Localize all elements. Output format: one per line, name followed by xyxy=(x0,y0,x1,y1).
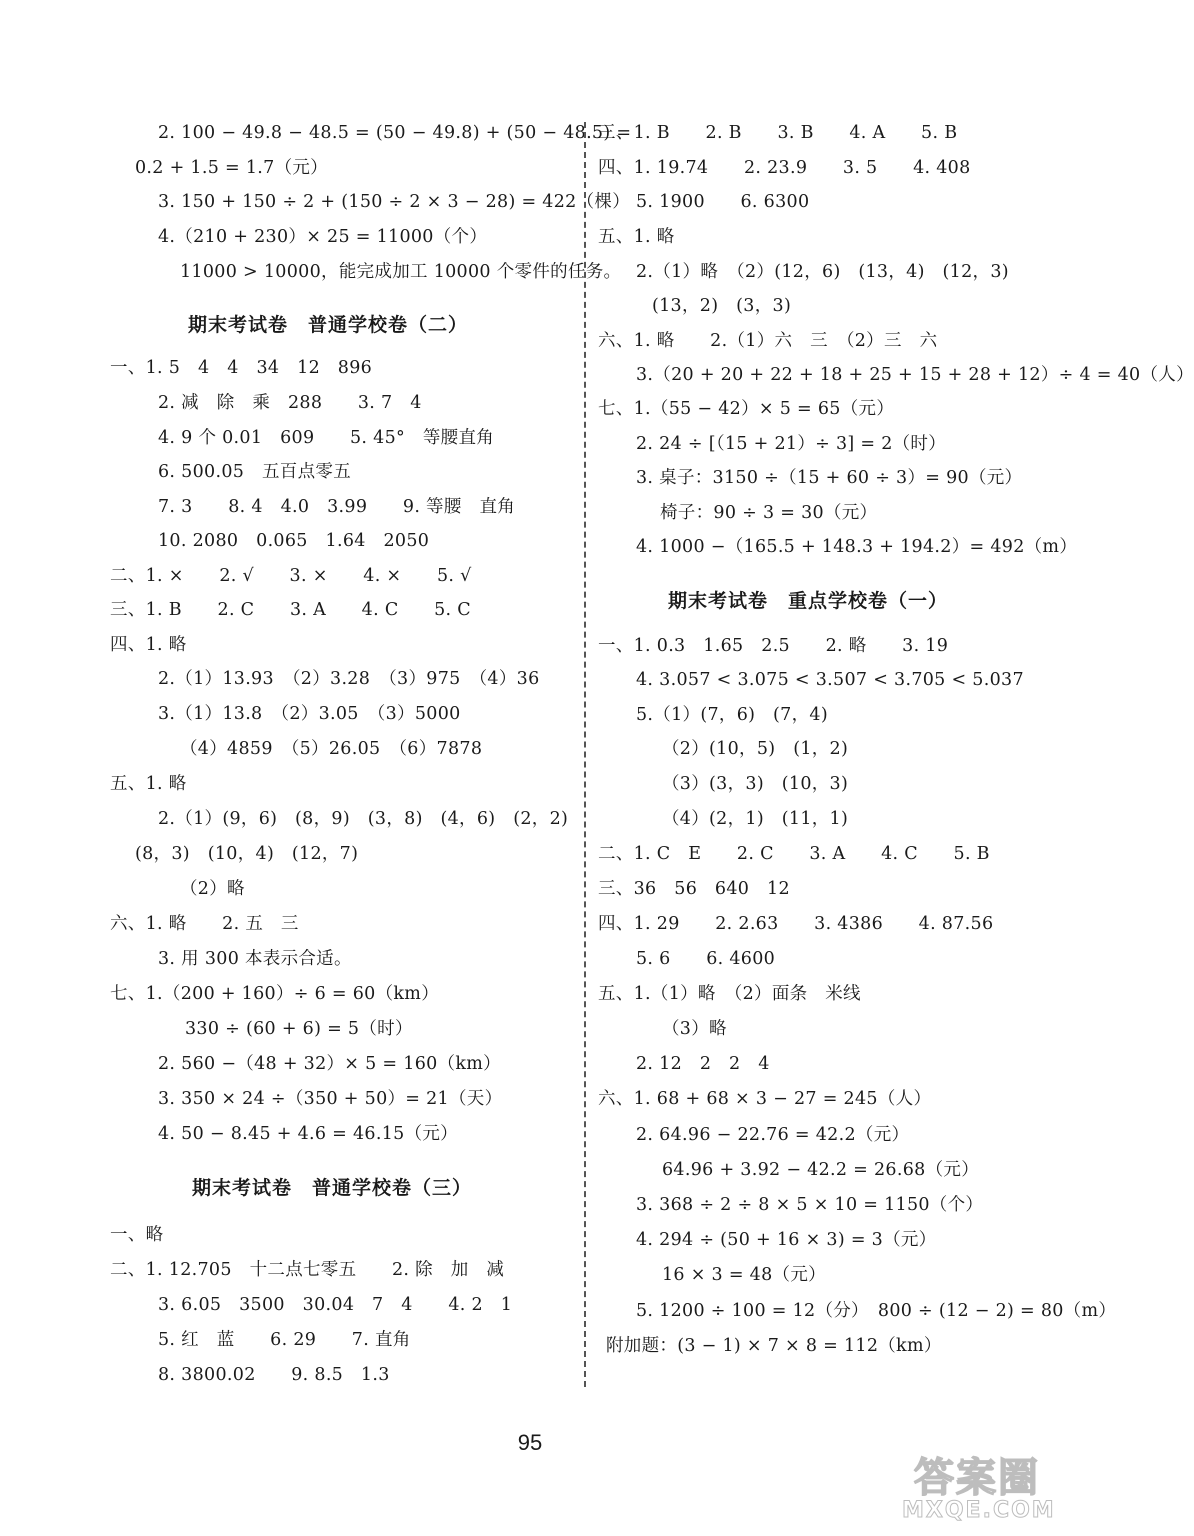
answer-line: 2.（1）(9，6) (8，9) (3，8) (4，6) (2，2) xyxy=(158,809,569,829)
answer-line: 5. 1200 ÷ 100 = 12（分） 800 ÷ (12 − 2) = 80（m） xyxy=(636,1301,1117,1321)
section-heading: 期末考试卷 普通学校卷（二） xyxy=(188,314,469,336)
answer-line: (13，2) (3，3) xyxy=(652,296,792,316)
answer-line: 2. 24 ÷ [（15 + 21）÷ 3] = 2（时） xyxy=(636,434,947,454)
answer-line: 3. 350 × 24 ÷（350 + 50）= 21（天） xyxy=(158,1089,503,1109)
answer-line: 四、1. 略 xyxy=(110,635,187,655)
column-divider xyxy=(584,122,586,1387)
answer-line: 5. 6 6. 4600 xyxy=(636,949,776,969)
answer-line: 五、1. 略 xyxy=(598,227,675,247)
watermark-title: 答案圈 xyxy=(914,1455,1040,1501)
answer-line: （4）(2，1) (11，1) xyxy=(662,809,849,829)
answer-line: 64.96 + 3.92 − 42.2 = 26.68（元） xyxy=(662,1160,979,1180)
answer-line: （2）(10，5) (1，2) xyxy=(662,739,849,759)
answer-line: 5. 红 蓝 6. 29 7. 直角 xyxy=(158,1330,411,1350)
answer-line: 4. 1000 −（165.5 + 148.3 + 194.2）= 492（m） xyxy=(636,537,1078,557)
answer-line: 六、1. 68 + 68 × 3 − 27 = 245（人） xyxy=(598,1089,932,1109)
answer-line: 2.（1）略 （2）(12，6) (13，4) (12，3) xyxy=(636,262,1009,282)
answer-line: 3. 368 ÷ 2 ÷ 8 × 5 × 10 = 1150（个） xyxy=(636,1195,984,1215)
answer-line: 4. 294 ÷ (50 + 16 × 3) = 3（元） xyxy=(636,1230,937,1250)
answer-line: （4）4859 （5）26.05 （6）7878 xyxy=(180,739,483,759)
answer-line: 椅子：90 ÷ 3 = 30（元） xyxy=(660,503,878,523)
section-heading: 期末考试卷 普通学校卷（三） xyxy=(192,1177,473,1199)
answer-line: 二、1. × 2. √ 3. × 4. × 5. √ xyxy=(110,566,472,586)
answer-line: 2. 12 2 2 4 xyxy=(636,1054,770,1074)
answer-line: 0.2 + 1.5 = 1.7（元） xyxy=(135,158,328,178)
answer-line: （3）(3，3) (10，3) xyxy=(662,774,849,794)
answer-line: （2）略 xyxy=(180,879,245,899)
section-heading: 期末考试卷 重点学校卷（一） xyxy=(668,590,949,612)
answer-line: 2. 100 − 49.8 − 48.5 = (50 − 49.8) + (50 − 48.5) = xyxy=(158,123,632,143)
answer-line: 4.（210 + 230）× 25 = 11000（个） xyxy=(158,227,488,247)
answer-line: 三、36 56 640 12 xyxy=(598,879,790,899)
answer-line: 3. 150 + 150 ÷ 2 + (150 ÷ 2 × 3 − 28) = 422（棵） xyxy=(158,192,631,212)
answer-line: 6. 500.05 五百点零五 xyxy=(158,462,351,482)
answer-line: 四、1. 19.74 2. 23.9 3. 5 4. 408 xyxy=(598,158,971,178)
answer-line: 3. 桌子：3150 ÷（15 + 60 ÷ 3）= 90（元） xyxy=(636,468,1023,488)
answer-line: 3.（1）13.8 （2）3.05 （3）5000 xyxy=(158,704,461,724)
answer-line: 六、1. 略 2.（1）六 三 （2）三 六 xyxy=(598,331,938,351)
answer-line: 10. 2080 0.065 1.64 2050 xyxy=(158,531,430,551)
answer-line: 5. 1900 6. 6300 xyxy=(636,192,810,212)
answer-line: （3）略 xyxy=(662,1019,727,1039)
watermark-url: MXQE.COM xyxy=(902,1498,1056,1523)
answer-line: 2. 减 除 乘 288 3. 7 4 xyxy=(158,393,422,413)
answer-line: 4. 9 个 0.01 609 5. 45° 等腰直角 xyxy=(158,428,495,448)
answer-line: 一、略 xyxy=(110,1225,164,1245)
answer-line: 2.（1）13.93 （2）3.28 （3）975 （4）36 xyxy=(158,669,540,689)
answer-line: 16 × 3 = 48（元） xyxy=(662,1265,826,1285)
answer-line: 2. 560 −（48 + 32）× 5 = 160（km） xyxy=(158,1054,501,1074)
answer-line: 二、1. 12.705 十二点七零五 2. 除 加 减 xyxy=(110,1260,505,1280)
answer-line: 七、1.（200 + 160）÷ 6 = 60（km） xyxy=(110,984,440,1004)
answer-line: 3. 用 300 本表示合适。 xyxy=(158,949,352,969)
watermark-logo xyxy=(902,1446,1056,1528)
answer-line: 四、1. 29 2. 2.63 3. 4386 4. 87.56 xyxy=(598,914,994,934)
answer-line: 七、1.（55 − 42）× 5 = 65（元） xyxy=(598,399,895,419)
page-number: 95 xyxy=(517,1430,543,1455)
answer-line: 4. 3.057 < 3.075 < 3.507 < 3.705 < 5.037 xyxy=(636,670,1024,690)
answer-line: 三、1. B 2. B 3. B 4. A 5. B xyxy=(598,123,958,143)
answer-line: 五、1. 略 xyxy=(110,774,187,794)
answer-line: 3. 6.05 3500 30.04 7 4 4. 2 1 xyxy=(158,1295,513,1315)
answer-line: 3.（20 + 20 + 22 + 18 + 25 + 15 + 28 + 12）÷ 4 = 40（人） xyxy=(636,365,1194,385)
answer-line: 一、1. 5 4 4 34 12 896 xyxy=(110,358,373,378)
answer-line: 三、1. B 2. C 3. A 4. C 5. C xyxy=(110,600,471,620)
answer-line: 五、1.（1）略 （2）面条 米线 xyxy=(598,984,861,1004)
answer-line: 7. 3 8. 4 4.0 3.99 9. 等腰 直角 xyxy=(158,497,516,517)
answer-line: 一、1. 0.3 1.65 2.5 2. 略 3. 19 xyxy=(598,636,949,656)
answer-line: 附加题：(3 − 1) × 7 × 8 = 112（km） xyxy=(606,1336,942,1356)
answer-line: 二、1. C E 2. C 3. A 4. C 5. B xyxy=(598,844,990,864)
answer-line: 11000 > 10000，能完成加工 10000 个零件的任务。 xyxy=(180,262,622,282)
answer-line: 8. 3800.02 9. 8.5 1.3 xyxy=(158,1365,390,1385)
answer-line: 六、1. 略 2. 五 三 xyxy=(110,914,299,934)
answer-line: 330 ÷ (60 + 6) = 5（时） xyxy=(185,1019,413,1039)
answer-line: 5.（1）(7，6) (7，4) xyxy=(636,705,828,725)
answer-line: 2. 64.96 − 22.76 = 42.2（元） xyxy=(636,1125,910,1145)
answer-line: 4. 50 − 8.45 + 4.6 = 46.15（元） xyxy=(158,1124,458,1144)
answer-line: (8，3) (10，4) (12，7) xyxy=(135,844,359,864)
